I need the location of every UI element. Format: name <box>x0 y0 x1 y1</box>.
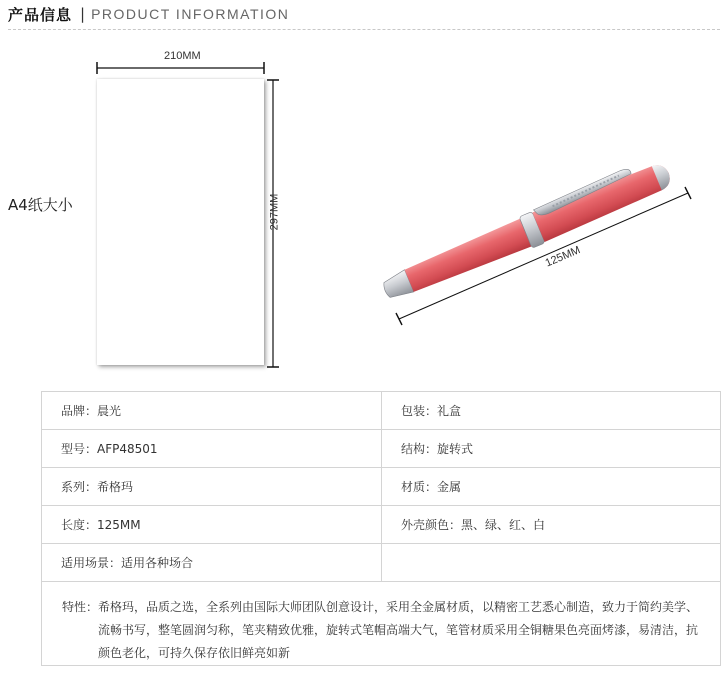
table-row <box>42 430 721 468</box>
paper-height-label: 297MM <box>268 193 281 231</box>
features-label: 特性： <box>62 600 99 614</box>
table-row <box>42 582 721 666</box>
pen-length-label: 125MM <box>543 244 583 270</box>
spec-length: 长度：125MM <box>42 506 382 544</box>
spec-packaging: 包装：礼盒 <box>382 392 721 430</box>
header-separator: | <box>80 5 86 23</box>
spec-material: 材质：金属 <box>382 468 721 506</box>
features-text: 希格玛，品质之选，全系列由国际大师团队创意设计，采用全金属材质，以精密工艺悉心制造，致力于简约美学、流畅书写，整笔圆润匀称，笔夹精致优雅，旋转式笔帽高端大气，笔管材质采用全铜糖果色亮面烤漆，易清洁，抗颜色老化，可持久保存依旧鲜亮如新 <box>98 600 699 660</box>
table-row <box>42 544 721 582</box>
spec-shell-color: 外壳颜色：黑、绿、红、白 <box>382 506 721 544</box>
header-title-en: PRODUCT INFORMATION <box>91 6 290 22</box>
pen-illustration <box>377 154 675 307</box>
spec-empty-cell <box>382 544 721 582</box>
paper-width-dimension <box>97 62 264 74</box>
table-row <box>42 468 721 506</box>
a4-paper-label: A4纸大小 <box>8 196 73 214</box>
spec-brand: 品牌：晨光 <box>42 392 382 430</box>
spec-structure: 结构：旋转式 <box>382 430 721 468</box>
spec-model: 型号：AFP48501 <box>42 430 382 468</box>
spec-features <box>42 582 721 666</box>
spec-usage: 适用场景：适用各种场合 <box>42 544 382 582</box>
table-row <box>42 392 721 430</box>
table-row <box>42 506 721 544</box>
spec-series: 系列：希格玛 <box>42 468 382 506</box>
header-title-cn: 产品信息 <box>8 5 73 24</box>
paper-width-label: 210MM <box>164 50 201 62</box>
spec-table <box>41 391 721 666</box>
